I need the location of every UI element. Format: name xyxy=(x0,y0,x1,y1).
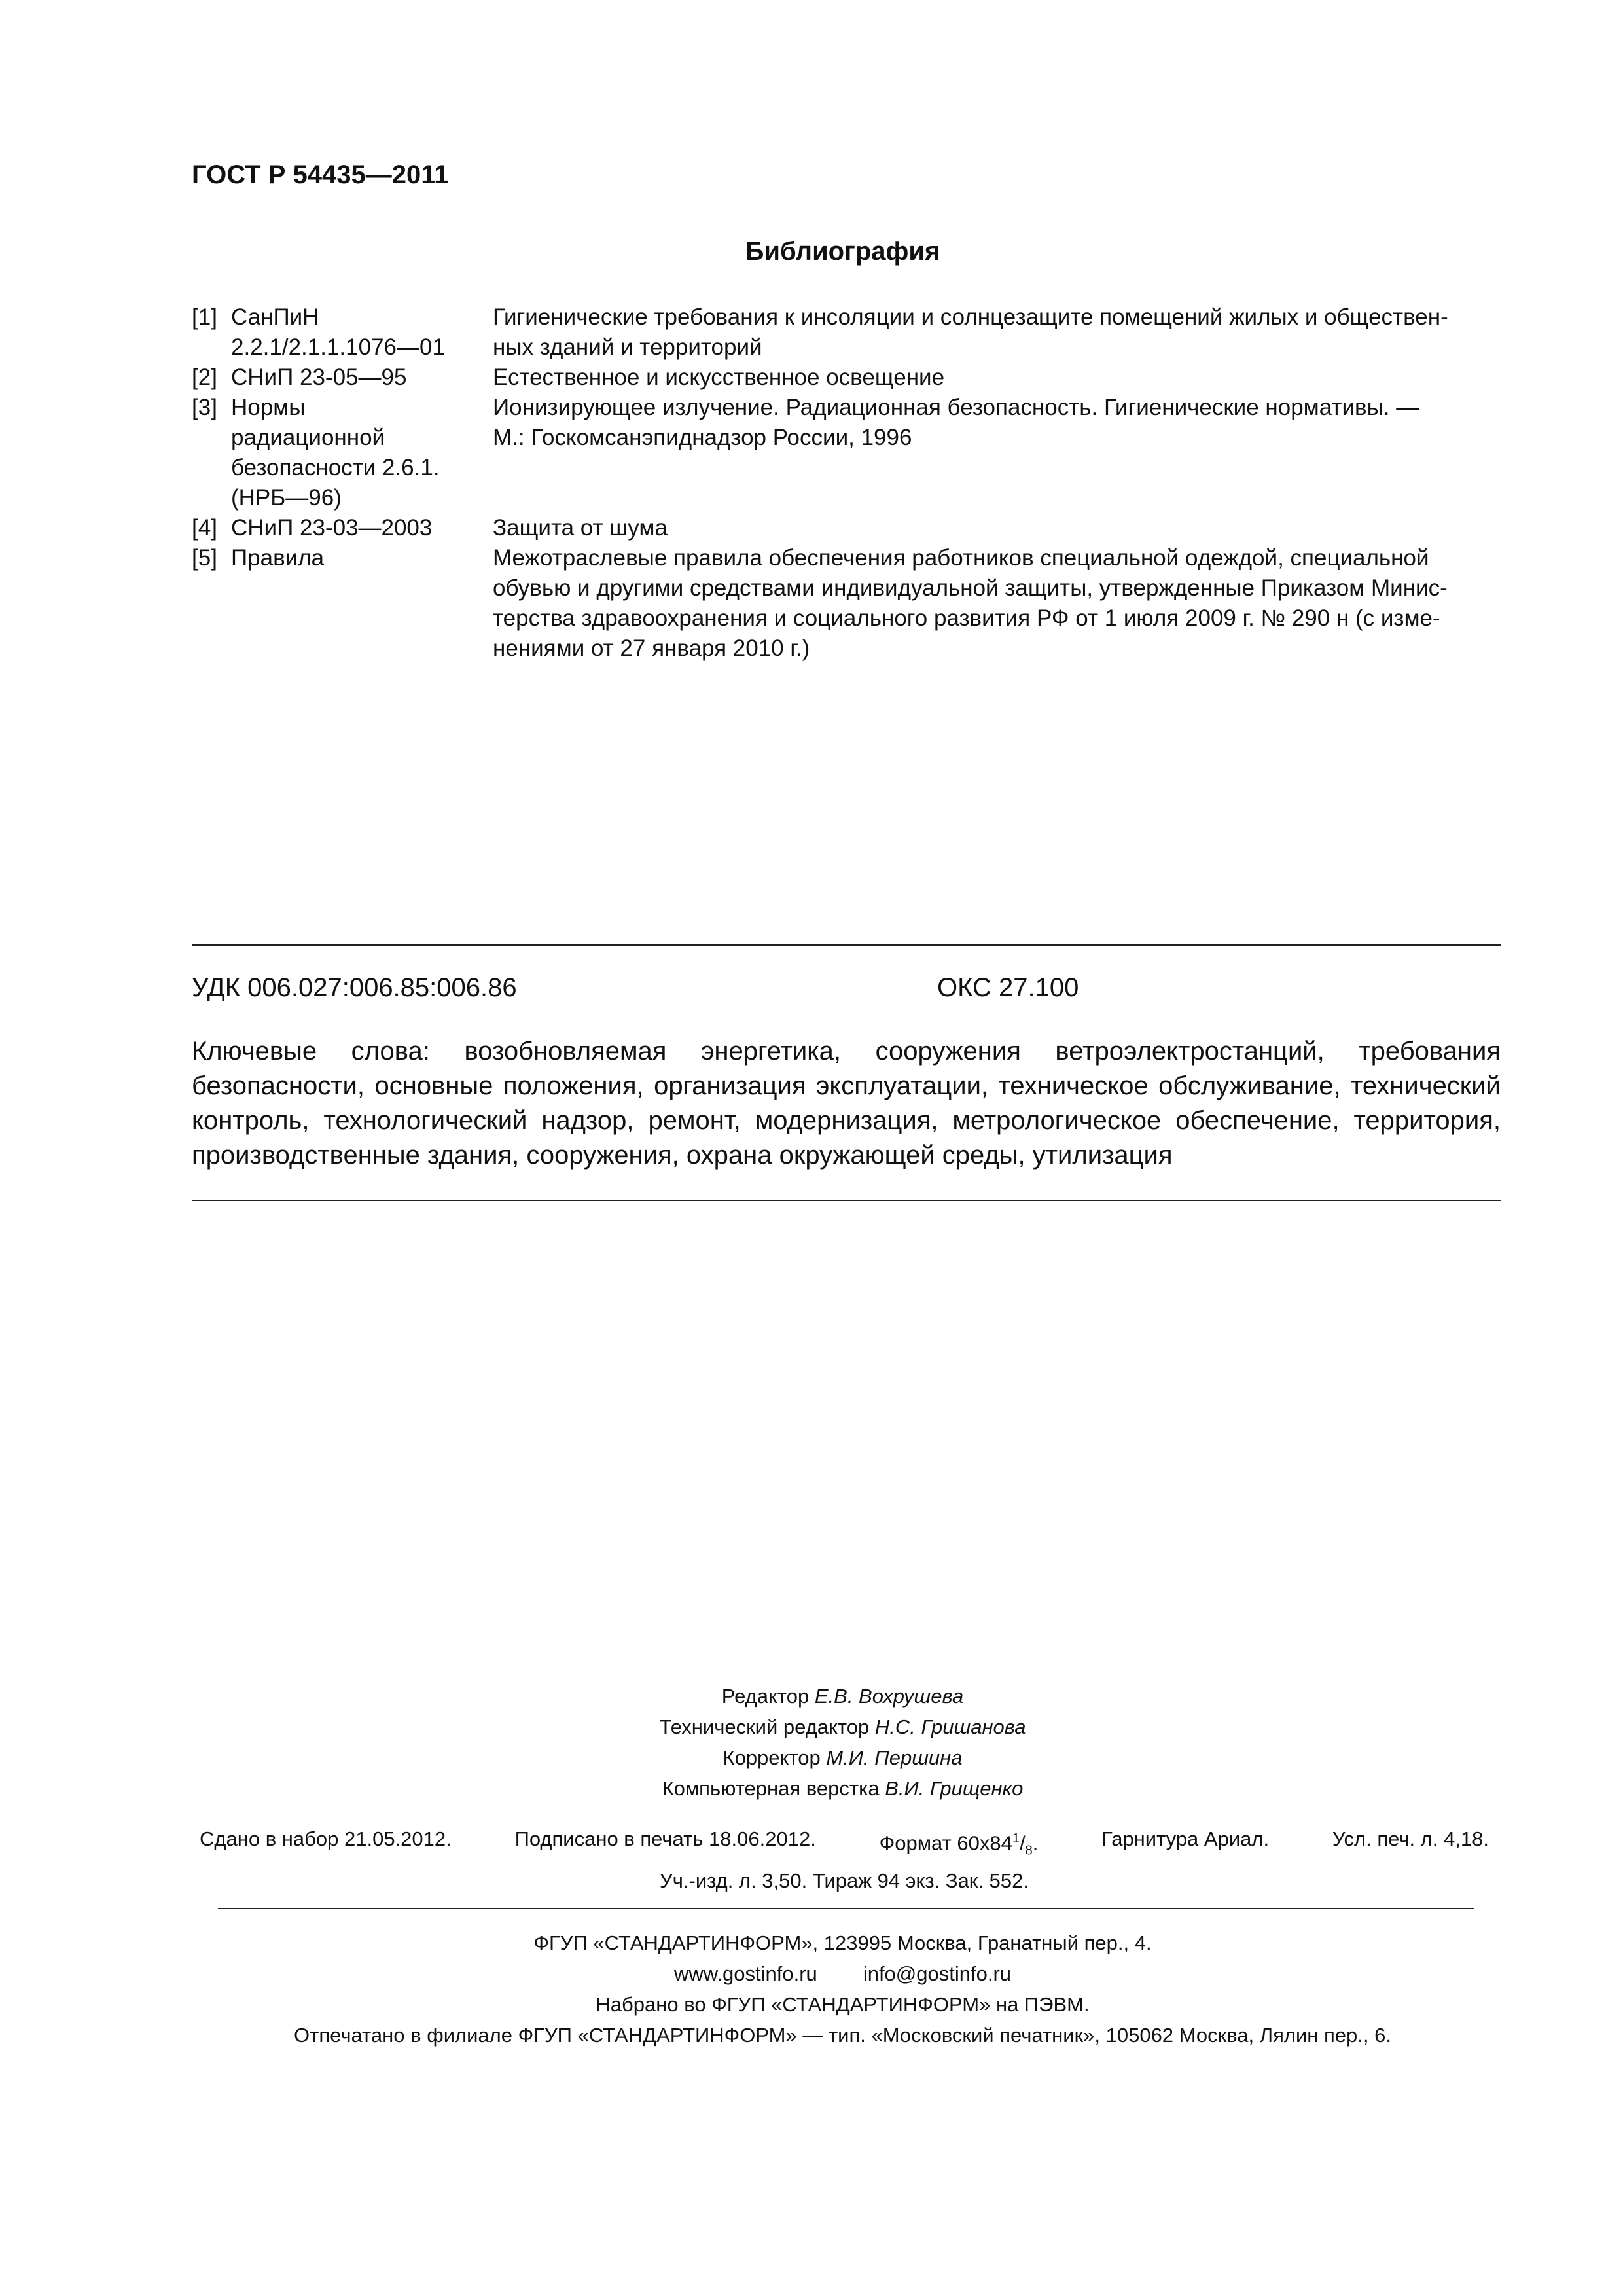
entry-reference xyxy=(231,513,493,543)
entry-number: [2] xyxy=(192,365,217,390)
entry-description xyxy=(493,302,1501,363)
print-info-line2: Уч.-изд. л. 3,50. Тираж 94 экз. Зак. 552. xyxy=(660,1869,1029,1892)
entry-description xyxy=(493,543,1501,664)
entry-description xyxy=(493,393,1501,513)
entry-reference-line: 2.2.1/2.1.1.1076—01 xyxy=(231,334,445,360)
credits-block xyxy=(0,1681,1623,1804)
oks-code: ОКС 27.100 xyxy=(937,973,1079,1002)
divider-imprint xyxy=(218,1908,1474,1909)
entry-number: [1] xyxy=(192,304,217,330)
bibliography-list xyxy=(192,302,1501,664)
print-info xyxy=(200,1824,1489,1895)
format-denominator: 8 xyxy=(1025,1843,1033,1858)
entry-description-line: обувью и другими средствами индивидуальной защиты, утвержденные Приказом Минис- xyxy=(493,575,1448,601)
printed-note: Отпечатано в филиале ФГУП «СТАНДАРТИНФОРМ» — тип. «Московский печатник», 105062 Москва, Лялин пер., 6. xyxy=(294,2024,1391,2047)
entry-reference-line: (НРБ—96) xyxy=(231,485,342,511)
credit-name: Е.В. Вохрушева xyxy=(814,1685,964,1708)
imprint-block xyxy=(0,1928,1623,2051)
entry-reference-line: Правила xyxy=(231,545,325,571)
print-sheets: Усл. печ. л. 4,18. xyxy=(1332,1827,1489,1850)
bibliography-entry xyxy=(192,513,1501,543)
format-numerator: 1 xyxy=(1012,1831,1020,1846)
bibliography-entry xyxy=(192,543,1501,664)
entry-reference-line: СНиП 23-05—95 xyxy=(231,365,407,390)
entry-description-line: Гигиенические требования к инсоляции и солнцезащите помещений жилых и обществен- xyxy=(493,304,1448,330)
format-suffix: . xyxy=(1032,1831,1039,1855)
entry-description-line: Защита от шума xyxy=(493,515,668,541)
credit-line xyxy=(0,1773,1623,1804)
entry-description-line: Межотраслевые правила обеспечения работников специальной одеждой, специальной xyxy=(493,545,1429,571)
publisher-address: ФГУП «СТАНДАРТИНФОРМ», 123995 Москва, Гранатный пер., 4. xyxy=(533,1931,1152,1954)
entry-reference-line: СанПиН xyxy=(231,304,319,330)
typeface: Гарнитура Ариал. xyxy=(1101,1827,1270,1850)
entry-reference xyxy=(231,302,493,363)
credit-role: Технический редактор xyxy=(659,1715,870,1738)
website-link[interactable]: www.gostinfo.ru xyxy=(673,1962,817,1985)
credit-line xyxy=(0,1712,1623,1742)
print-info-line1 xyxy=(200,1824,1489,1866)
entry-description-line: Ионизирующее излучение. Радиационная безопасность. Гигиенические нормативы. — xyxy=(493,395,1419,420)
bibliography-entry xyxy=(192,302,1501,363)
entry-description-line: ных зданий и территорий xyxy=(493,334,762,360)
format-text: Формат 60x84 xyxy=(879,1831,1012,1855)
credit-role: Корректор xyxy=(722,1746,821,1769)
bibliography-entry xyxy=(192,363,1501,393)
submitted-date: Сдано в набор 21.05.2012. xyxy=(200,1827,452,1850)
entry-reference xyxy=(231,363,493,393)
credit-name: В.И. Грищенко xyxy=(885,1777,1024,1800)
entry-description xyxy=(493,363,1501,393)
entry-description-line: М.: Госкомсанэпиднадзор России, 1996 xyxy=(493,425,912,450)
email-link[interactable]: info@gostinfo.ru xyxy=(863,1962,1012,1985)
credit-role: Редактор xyxy=(721,1685,810,1708)
entry-number: [5] xyxy=(192,545,217,571)
entry-reference-line: радиационной xyxy=(231,425,385,450)
credit-line xyxy=(0,1681,1623,1712)
entry-reference xyxy=(231,543,493,664)
publisher-contacts xyxy=(0,1958,1623,1989)
entry-reference xyxy=(231,393,493,513)
credit-name: Н.С. Гришанова xyxy=(874,1715,1026,1738)
bibliography-title: Библиография xyxy=(745,237,940,266)
entry-reference-line: СНиП 23-03—2003 xyxy=(231,515,433,541)
entry-number: [4] xyxy=(192,515,217,541)
standard-number: ГОСТ Р 54435—2011 xyxy=(192,160,449,189)
entry-description-line: нениями от 27 января 2010 г.) xyxy=(493,636,810,661)
paper-format: Формат $60x84^1/_8$. xyxy=(879,1831,1039,1858)
entry-description-line: Естественное и искусственное освещение xyxy=(493,365,945,390)
signed-date: Подписано в печать 18.06.2012. xyxy=(514,1827,816,1850)
divider-top xyxy=(192,944,1501,946)
entry-description xyxy=(493,513,1501,543)
entry-description-line: терства здравоохранения и социального развития РФ от 1 июля 2009 г. № 290 н (с изме- xyxy=(493,605,1440,631)
credit-name: М.И. Першина xyxy=(826,1746,963,1769)
bibliography-entry xyxy=(192,393,1501,513)
divider-bottom xyxy=(192,1200,1501,1201)
keywords-paragraph: Ключевые слова: возобновляемая энергетика, сооружения ветроэлектростанций, требования безопасности, основные положения, организация эксплуатации, техническое обслуживание, технический контроль, технологический надзор, ремонт, модернизация, метрологическое обеспечение, территория, производственные здания, сооружения, охрана окружающей среды, утилизация xyxy=(192,1037,1501,1170)
entry-number: [3] xyxy=(192,395,217,420)
credit-line xyxy=(0,1742,1623,1773)
udk-code: УДК 006.027:006.85:006.86 xyxy=(192,973,517,1002)
entry-reference-line: Нормы xyxy=(231,395,306,420)
entry-reference-line: безопасности 2.6.1. xyxy=(231,455,440,480)
credit-role: Компьютерная верстка xyxy=(662,1777,880,1800)
typeset-note: Набрано во ФГУП «СТАНДАРТИНФОРМ» на ПЭВМ. xyxy=(596,1993,1090,2016)
